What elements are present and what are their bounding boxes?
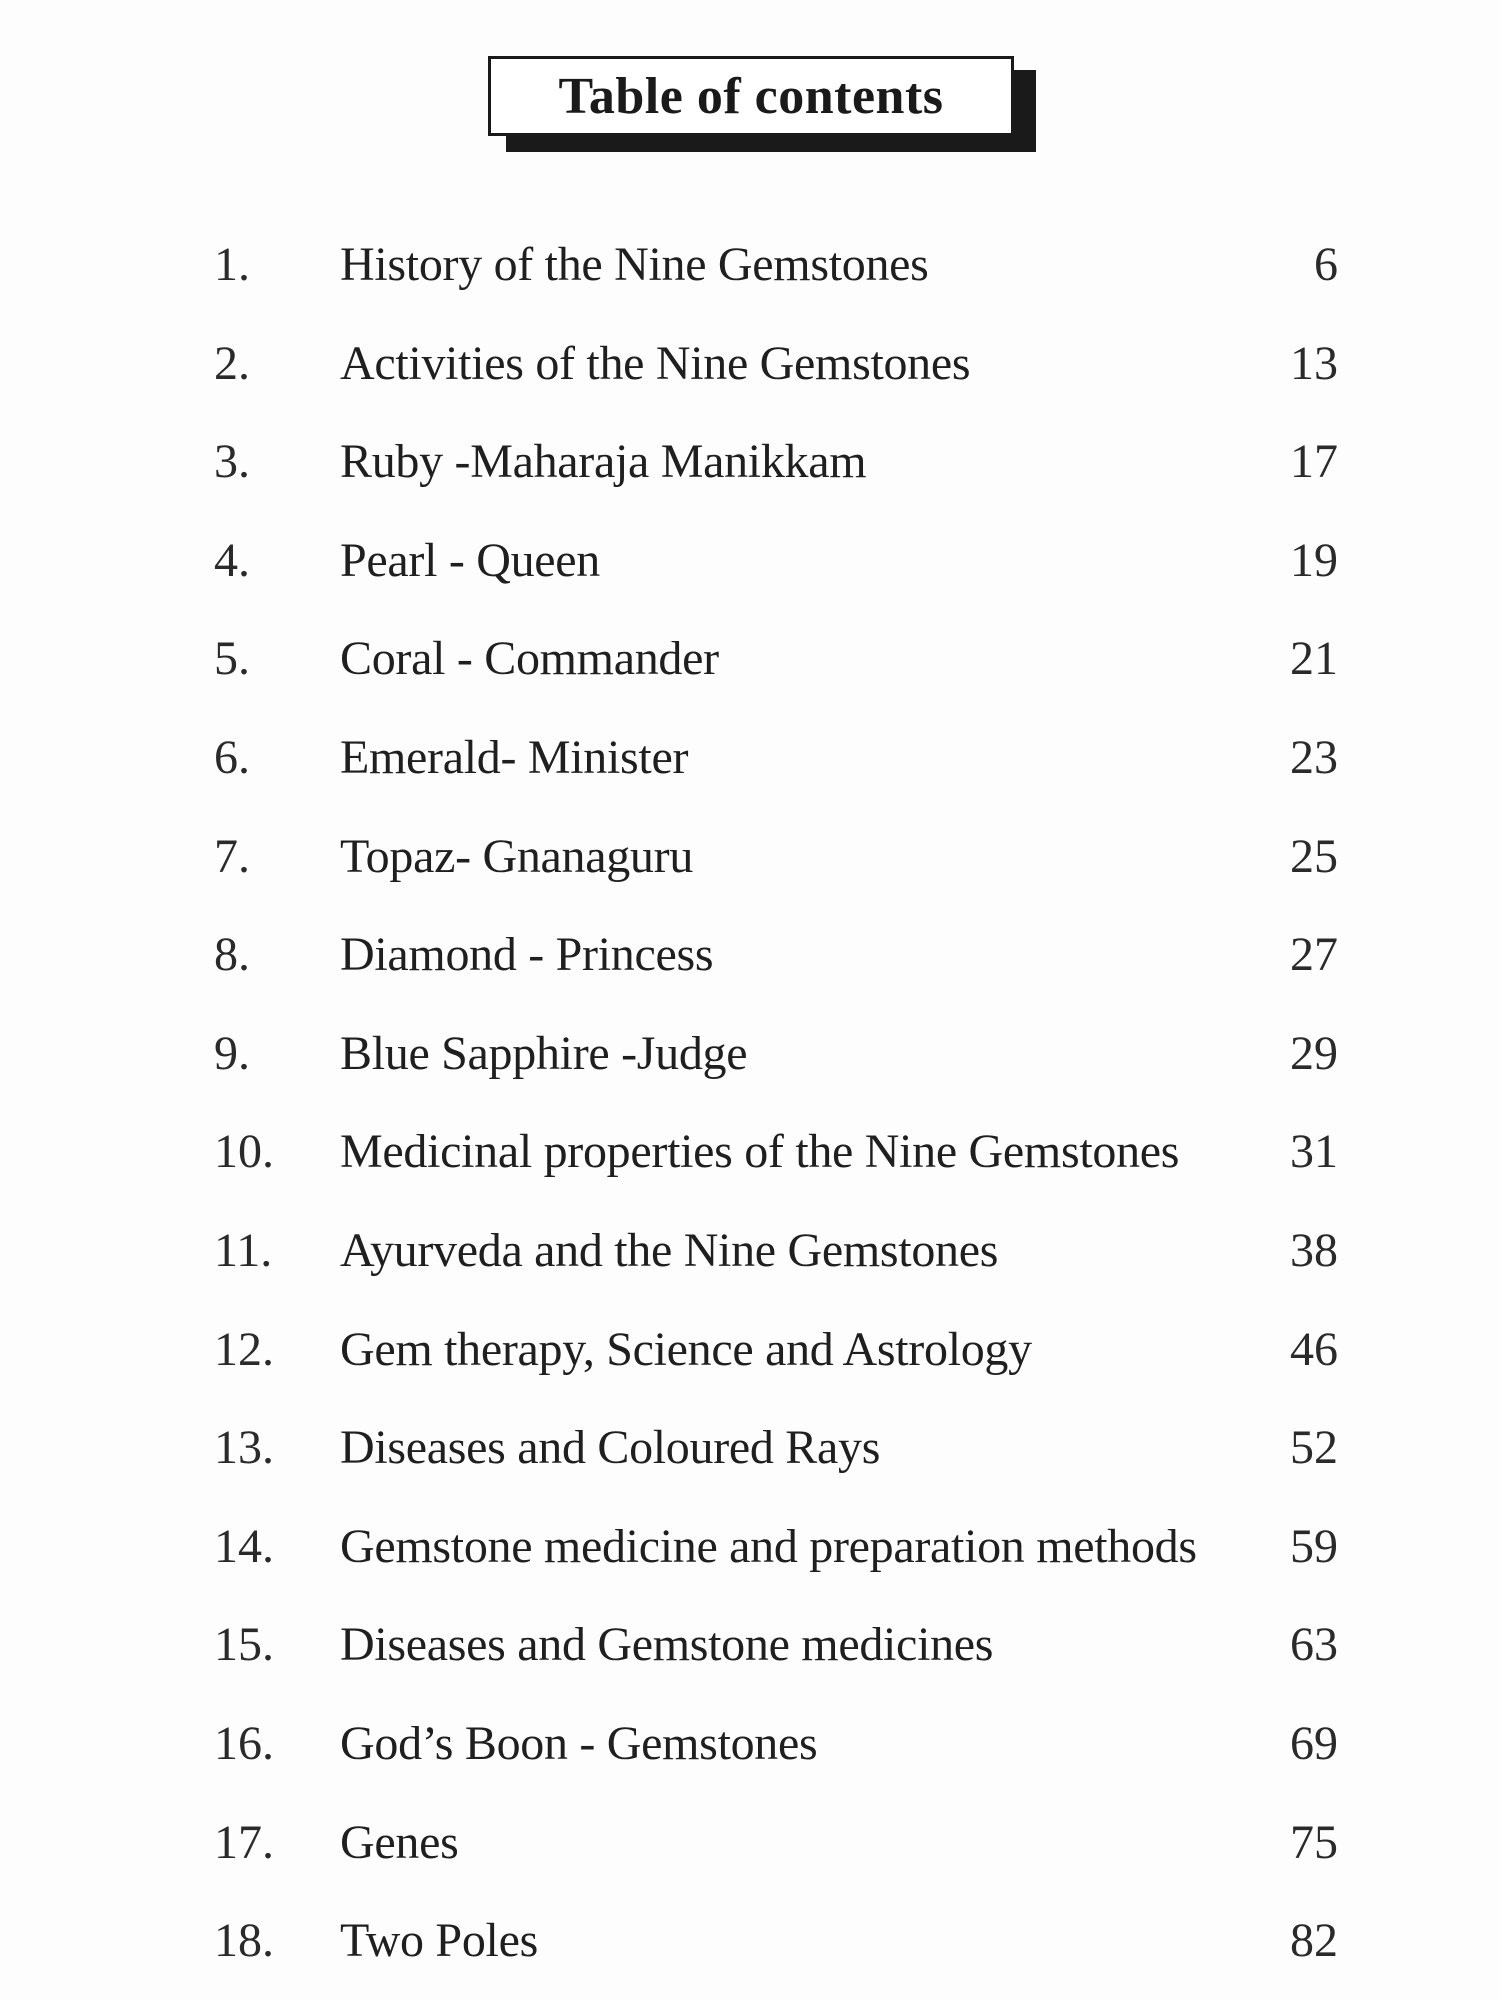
- toc-entry-title: Diseases and Coloured Rays: [340, 1421, 881, 1475]
- toc-entry-title: Pearl - Queen: [340, 533, 600, 587]
- toc-entry-page: 25: [1290, 829, 1338, 883]
- toc-entry-title: Ruby -Maharaja Manikkam: [340, 435, 867, 489]
- title-box: [488, 56, 1014, 136]
- toc-entry-title: Blue Sapphire -Judge: [340, 1026, 748, 1080]
- toc-entry-title: Topaz- Gnanaguru: [340, 829, 694, 883]
- toc-entry-page: 59: [1290, 1519, 1338, 1573]
- toc-entry: [0, 808, 1500, 907]
- toc-entry-title: Medicinal properties of the Nine Gemstones: [340, 1125, 1180, 1179]
- toc-entry: [0, 1596, 1500, 1695]
- toc-entry-title: Gemstone medicine and preparation methods: [340, 1519, 1197, 1573]
- toc-entry-title: Ayurveda and the Nine Gemstones: [340, 1223, 999, 1277]
- toc-entry-number: 18.: [214, 1914, 274, 1968]
- page-title: Table of contents: [558, 67, 944, 125]
- toc-entry-page: 29: [1290, 1026, 1338, 1080]
- toc-entry-number: 3.: [214, 435, 250, 489]
- toc-entry-page: 38: [1290, 1223, 1338, 1277]
- toc-entry-page: 17: [1290, 435, 1338, 489]
- toc-entry: [0, 413, 1500, 512]
- toc-entry-page: 13: [1290, 336, 1338, 390]
- toc-entry-title: Diamond - Princess: [340, 928, 714, 982]
- toc-entry: [0, 906, 1500, 1005]
- toc-entry-page: 31: [1290, 1125, 1338, 1179]
- toc-entry-number: 17.: [214, 1815, 274, 1869]
- toc-entry-title: Two Poles: [340, 1914, 538, 1968]
- toc-entry: [0, 1005, 1500, 1104]
- toc-entry: [0, 1301, 1500, 1400]
- toc-entry-title: Genes: [340, 1815, 459, 1869]
- toc-entry-number: 2.: [214, 336, 250, 390]
- toc-entry-number: 15.: [214, 1618, 274, 1672]
- toc-entry: [0, 315, 1500, 414]
- toc-entry-page: 63: [1290, 1618, 1338, 1672]
- toc-entry-page: 6: [1314, 238, 1338, 291]
- toc-entry-title: Emerald- Minister: [340, 730, 689, 784]
- toc-entry-number: 5.: [214, 632, 250, 686]
- toc-entry-number: 9.: [214, 1026, 250, 1080]
- toc-entry-title: Diseases and Gemstone medicines: [340, 1618, 994, 1672]
- toc-entry-number: 8.: [214, 928, 250, 982]
- toc-entry: [0, 1498, 1500, 1597]
- toc-entry-number: 4.: [214, 533, 250, 587]
- toc-entry: [0, 610, 1500, 709]
- toc-entry-title: History of the Nine Gemstones: [340, 238, 929, 291]
- toc-entry: [0, 1103, 1500, 1202]
- toc-entry-page: 27: [1290, 928, 1338, 982]
- title-frame: [488, 56, 1026, 142]
- toc-entry-number: 12.: [214, 1322, 274, 1376]
- toc-entry: [0, 512, 1500, 611]
- toc-entry-title: Gem therapy, Science and Astrology: [340, 1322, 1032, 1376]
- toc-entry-number: 13.: [214, 1421, 274, 1475]
- toc-entry: [0, 1892, 1500, 1991]
- toc-entry-page: 19: [1290, 533, 1338, 587]
- toc-entry: [0, 1794, 1500, 1893]
- toc-entry-page: 46: [1290, 1322, 1338, 1376]
- toc-entry-number: 16.: [214, 1716, 274, 1770]
- toc-entry-number: 11.: [214, 1223, 273, 1277]
- toc-entry-title: Coral - Commander: [340, 632, 719, 686]
- toc-entry-title: God’s Boon - Gemstones: [340, 1716, 818, 1770]
- toc-entry-page: 82: [1290, 1914, 1338, 1968]
- toc-entry-page: 23: [1290, 730, 1338, 784]
- toc-entry-number: 7.: [214, 829, 250, 883]
- toc-entry-title: Activities of the Nine Gemstones: [340, 336, 971, 390]
- toc-entry: [0, 1695, 1500, 1794]
- toc-entry-number: 14.: [214, 1519, 274, 1573]
- toc-list: [0, 216, 1500, 1991]
- toc-entry-number: 10.: [214, 1125, 274, 1179]
- toc-entry-number: 6.: [214, 730, 250, 784]
- toc-entry: [0, 1202, 1500, 1301]
- toc-entry-page: 21: [1290, 632, 1338, 686]
- toc-entry: [0, 216, 1500, 315]
- toc-entry-page: 69: [1290, 1716, 1338, 1770]
- toc-entry-page: 52: [1290, 1421, 1338, 1475]
- toc-entry-page: 75: [1290, 1815, 1338, 1869]
- toc-entry: [0, 1399, 1500, 1498]
- toc-entry-number: 1.: [214, 238, 250, 291]
- toc-entry: [0, 709, 1500, 808]
